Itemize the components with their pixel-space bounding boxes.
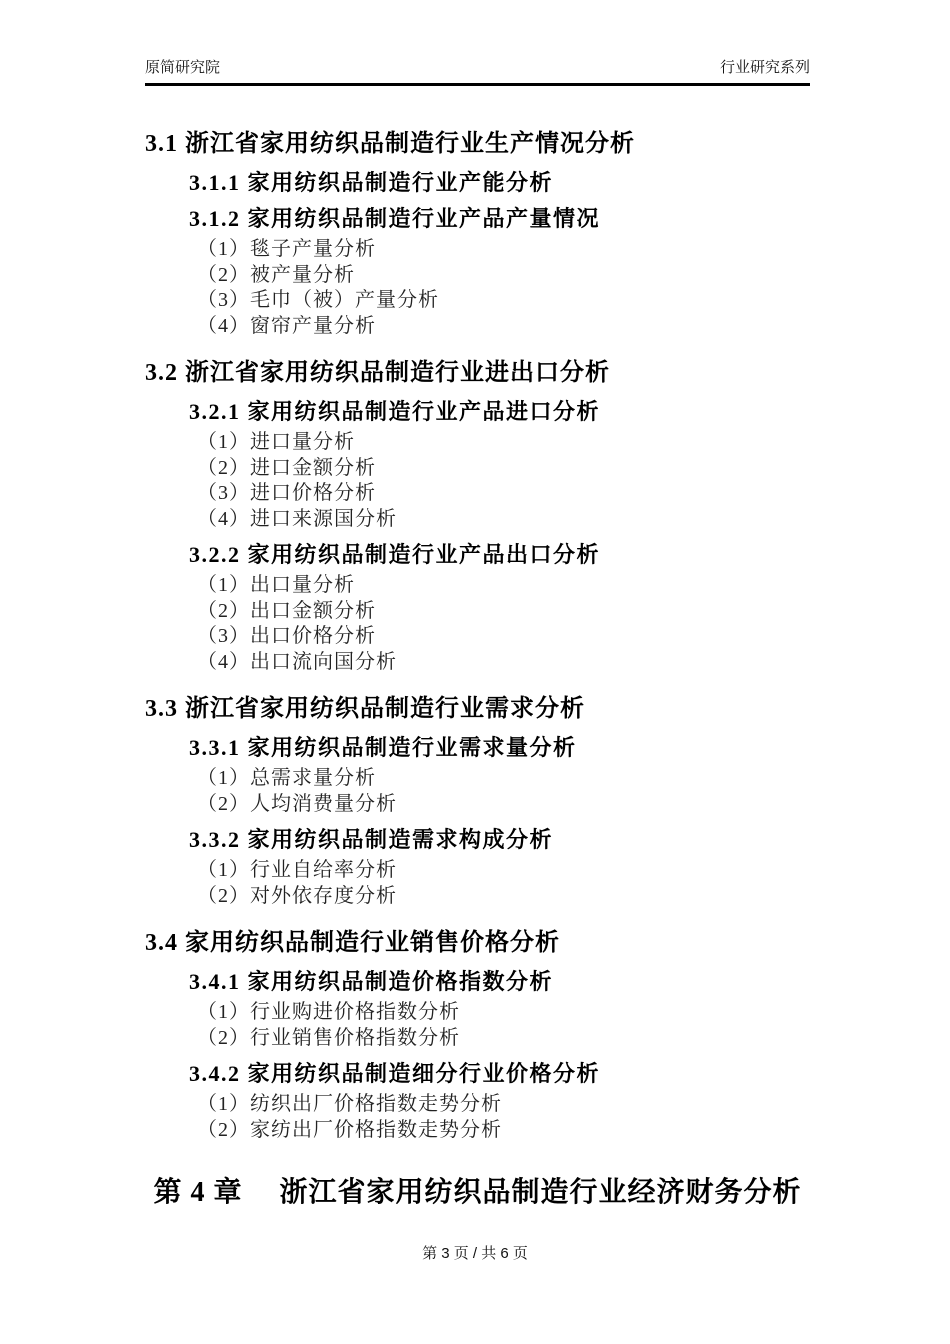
toc-item: （1）行业购进价格指数分析: [197, 1001, 460, 1023]
toc-section-title: 3.2 浙江省家用纺织品制造行业进出口分析: [145, 360, 610, 386]
toc-item: （2）行业销售价格指数分析: [197, 1026, 460, 1049]
toc-subsection-title: 3.2.1 家用纺织品制造行业产品进口分析: [189, 399, 601, 424]
page-indicator: 第 3 页 / 共 6 页: [422, 1245, 528, 1262]
toc-item: （3）出口价格分析: [197, 625, 376, 647]
toc-subsection-title: 3.1.1 家用纺织品制造行业产能分析: [189, 170, 554, 195]
page-header: [145, 0, 810, 86]
toc-item: （4）进口来源国分析: [197, 507, 397, 530]
toc-item: （1）总需求量分析: [197, 767, 376, 789]
toc-item: （2）进口金额分析: [197, 456, 376, 479]
toc-item: （1）行业自给率分析: [197, 859, 397, 881]
table-of-contents: [145, 86, 810, 1211]
header-left-label: 原简研究院: [145, 59, 221, 76]
page-footer: [0, 1244, 950, 1264]
toc-subsection-title: 3.4.2 家用纺织品制造细分行业价格分析: [189, 1061, 601, 1086]
next-chapter-heading: 第 4 章 浙江省家用纺织品制造行业经济财务分析: [153, 1177, 802, 1208]
toc-item: （1）毯子产量分析: [197, 238, 376, 260]
toc-item: （3）进口价格分析: [197, 482, 376, 504]
toc-subsection-title: 3.1.2 家用纺织品制造行业产品产量情况: [189, 206, 601, 231]
toc-item: （2）被产量分析: [197, 263, 355, 286]
toc-section-title: 3.3 浙江省家用纺织品制造行业需求分析: [145, 696, 585, 722]
toc-item: （2）出口金额分析: [197, 599, 376, 622]
toc-section-title: 3.1 浙江省家用纺织品制造行业生产情况分析: [145, 131, 635, 157]
toc-item: （1）纺织出厂价格指数走势分析: [197, 1093, 502, 1115]
toc-subsection-title: 3.3.1 家用纺织品制造行业需求量分析: [189, 735, 577, 760]
toc-subsection-title: 3.4.1 家用纺织品制造价格指数分析: [189, 969, 554, 994]
toc-item: （1）进口量分析: [197, 431, 355, 453]
toc-item: （1）出口量分析: [197, 574, 355, 596]
toc-item: （2）家纺出厂价格指数走势分析: [197, 1118, 502, 1141]
toc-subsection-title: 3.2.2 家用纺织品制造行业产品出口分析: [189, 542, 601, 567]
toc-item: （3）毛巾（被）产量分析: [197, 289, 439, 311]
toc-item: （2）人均消费量分析: [197, 792, 397, 815]
toc-item: （4）出口流向国分析: [197, 650, 397, 673]
toc-section-title: 3.4 家用纺织品制造行业销售价格分析: [145, 930, 560, 956]
toc-subsection-title: 3.3.2 家用纺织品制造需求构成分析: [189, 827, 554, 852]
header-right-label: 行业研究系列: [719, 59, 810, 76]
toc-item: （2）对外依存度分析: [197, 884, 397, 907]
toc-item: （4）窗帘产量分析: [197, 314, 376, 337]
